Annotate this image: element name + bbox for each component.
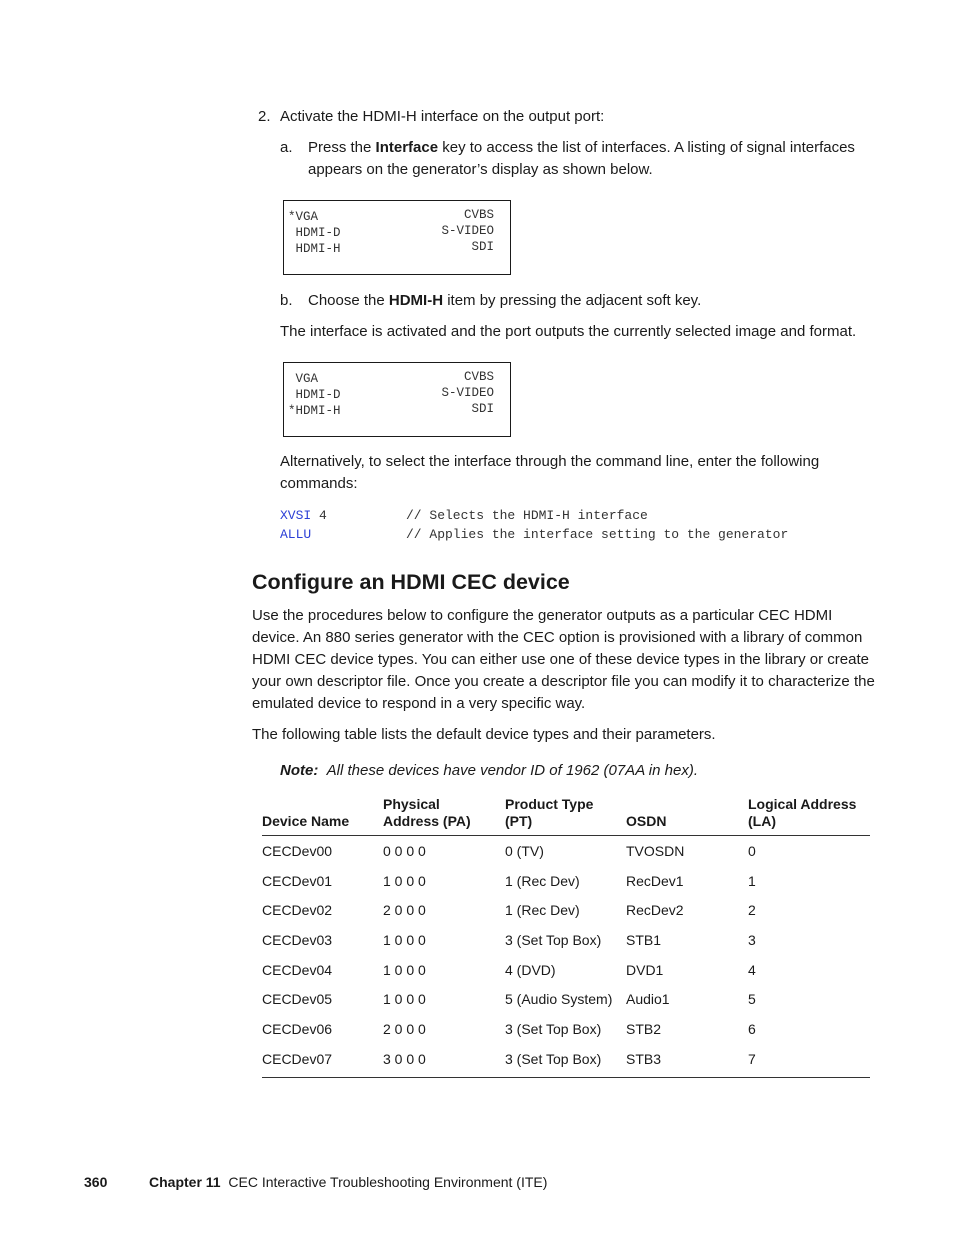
cell-device-name: CECDev06 (262, 1020, 333, 1037)
command-line-1 (280, 506, 327, 525)
chapter-label: Chapter 11 (149, 1174, 221, 1190)
header-device-name: Device Name (262, 796, 383, 836)
cell-device-name: CECDev02 (262, 902, 333, 919)
header-osdn: OSDN (626, 796, 748, 836)
display-item-hdmi-d: HDMI-D (288, 388, 341, 402)
hdmi-h-item-name: HDMI-H (388, 292, 444, 309)
display-item-hdmi-h-selected: *HDMI-H (288, 404, 341, 418)
command-argument: 4 (311, 508, 327, 523)
display-item-hdmi-h: HDMI-H (288, 242, 341, 256)
note (280, 760, 698, 782)
substep-a-label: a. (280, 139, 293, 156)
device-types-table (262, 796, 870, 1078)
cell-device-name: CECDev04 (262, 961, 333, 978)
cell-product-type: 1 (Rec Dev) (505, 902, 580, 919)
cell-physical-address: 3 0 0 0 (383, 1044, 505, 1077)
cell-logical-address: 6 (748, 1020, 756, 1037)
cell-logical-address: 5 (748, 991, 756, 1008)
cell-product-type: 1 (Rec Dev) (505, 872, 580, 889)
note-label: Note: (280, 762, 319, 779)
cell-logical-address: 7 (748, 1044, 870, 1077)
header-logical-address: Logical Address (LA) (748, 796, 870, 836)
cell-device-name: CECDev00 (262, 842, 333, 859)
cell-physical-address: 1 0 0 0 (383, 931, 426, 948)
display-item-cvbs: CVBS (463, 370, 494, 384)
alternative-paragraph: Alternatively, to select the interface through the command line, enter the following commands: (280, 453, 820, 492)
cell-device-name: CECDev03 (262, 931, 333, 948)
cell-device-name: CECDev05 (262, 991, 333, 1008)
footer-chapter (149, 1173, 547, 1191)
cell-device-name: CECDev01 (262, 872, 333, 889)
cell-logical-address: 1 (748, 872, 756, 889)
display-item-vga: *VGA (288, 210, 319, 224)
cell-product-type: 5 (Audio System) (505, 991, 613, 1008)
display-item-hdmi-d: HDMI-D (288, 226, 341, 240)
display-item-cvbs: CVBS (463, 208, 494, 222)
cell-device-name: CECDev07 (262, 1044, 383, 1077)
command-keyword: XVSI (280, 508, 312, 523)
cell-physical-address: 2 0 0 0 (383, 1020, 426, 1037)
page-number: 360 (84, 1174, 108, 1190)
table-row (262, 836, 870, 866)
table-row (262, 984, 870, 1014)
cell-product-type: 0 (TV) (505, 842, 544, 859)
cell-product-type: 3 (Set Top Box) (505, 931, 602, 948)
interface-key-name: Interface (375, 139, 439, 156)
command-comment-1: // Selects the HDMI-H interface (406, 508, 648, 523)
cell-physical-address: 2 0 0 0 (383, 902, 426, 919)
display-item-s-video: S-VIDEO (441, 386, 494, 400)
cell-osdn: Audio1 (626, 991, 670, 1008)
header-product-type: Product Type (PT) (505, 796, 626, 836)
cell-osdn: STB1 (626, 931, 662, 948)
cell-physical-address: 1 0 0 0 (383, 872, 426, 889)
header-physical-address: Physical Address (PA) (383, 796, 505, 836)
cell-physical-address: 0 0 0 0 (383, 842, 426, 859)
cell-product-type: 4 (DVD) (505, 961, 556, 978)
cell-logical-address: 0 (748, 842, 756, 859)
cell-product-type: 3 (Set Top Box) (505, 1044, 626, 1077)
chapter-title: CEC Interactive Troubleshooting Environment (ITE) (228, 1174, 548, 1190)
command-keyword: ALLU (280, 527, 312, 542)
cell-osdn: RecDev2 (626, 902, 684, 919)
note-text: All these devices have vendor ID of 1962 (07AA in hex). (326, 762, 698, 779)
cell-osdn: RecDev1 (626, 872, 684, 889)
cell-osdn: STB3 (626, 1044, 748, 1077)
generator-display-after (283, 362, 511, 437)
table-row (262, 955, 870, 985)
cell-osdn: TVOSDN (626, 842, 685, 859)
cell-product-type: 3 (Set Top Box) (505, 1020, 602, 1037)
cell-logical-address: 4 (748, 961, 756, 978)
section-paragraph: Use the procedures below to configure the generator outputs as a particular CEC HDMI device. An 880 series generator with the CEC option is provisioned with a library of common HDMI CEC device types. You can either use one of these device types in the library or create your own descriptor file. Once you create a descriptor file you can modify it to characterize the emulated device to respond in a very specific way. (252, 607, 875, 712)
display-item-sdi: SDI (471, 402, 494, 416)
display-item-vga: VGA (288, 372, 319, 386)
table-row (262, 895, 870, 925)
table-row (262, 866, 870, 896)
table-row (262, 1044, 870, 1077)
substep-a-text: Press the Interface key to access the list of interfaces. A listing of signal interfaces appears on the generator’s display as shown below. (308, 139, 855, 178)
table-intro-paragraph: The following table lists the default device types and their parameters. (252, 726, 716, 743)
command-comment-2: // Applies the interface setting to the generator (406, 527, 789, 542)
command-line-2 (280, 525, 311, 544)
display-item-s-video: S-VIDEO (441, 224, 494, 238)
table-row (262, 1014, 870, 1044)
cell-physical-address: 1 0 0 0 (383, 991, 426, 1008)
substep-b-text: Choose the HDMI-H item by pressing the adjacent soft key. (308, 292, 702, 309)
generator-display-before (283, 200, 511, 275)
table-header-row (262, 796, 870, 836)
cell-osdn: STB2 (626, 1020, 662, 1037)
cell-logical-address: 3 (748, 931, 756, 948)
cell-osdn: DVD1 (626, 961, 664, 978)
step-number: 2. (258, 108, 271, 125)
substep-b-label: b. (280, 292, 293, 309)
display-item-sdi: SDI (471, 240, 494, 254)
step-text: Activate the HDMI-H interface on the output port: (280, 108, 605, 125)
table-row (262, 925, 870, 955)
cell-physical-address: 1 0 0 0 (383, 961, 426, 978)
section-heading: Configure an HDMI CEC device (252, 570, 570, 594)
cell-logical-address: 2 (748, 902, 756, 919)
activated-paragraph: The interface is activated and the port outputs the currently selected image and format. (280, 323, 857, 340)
